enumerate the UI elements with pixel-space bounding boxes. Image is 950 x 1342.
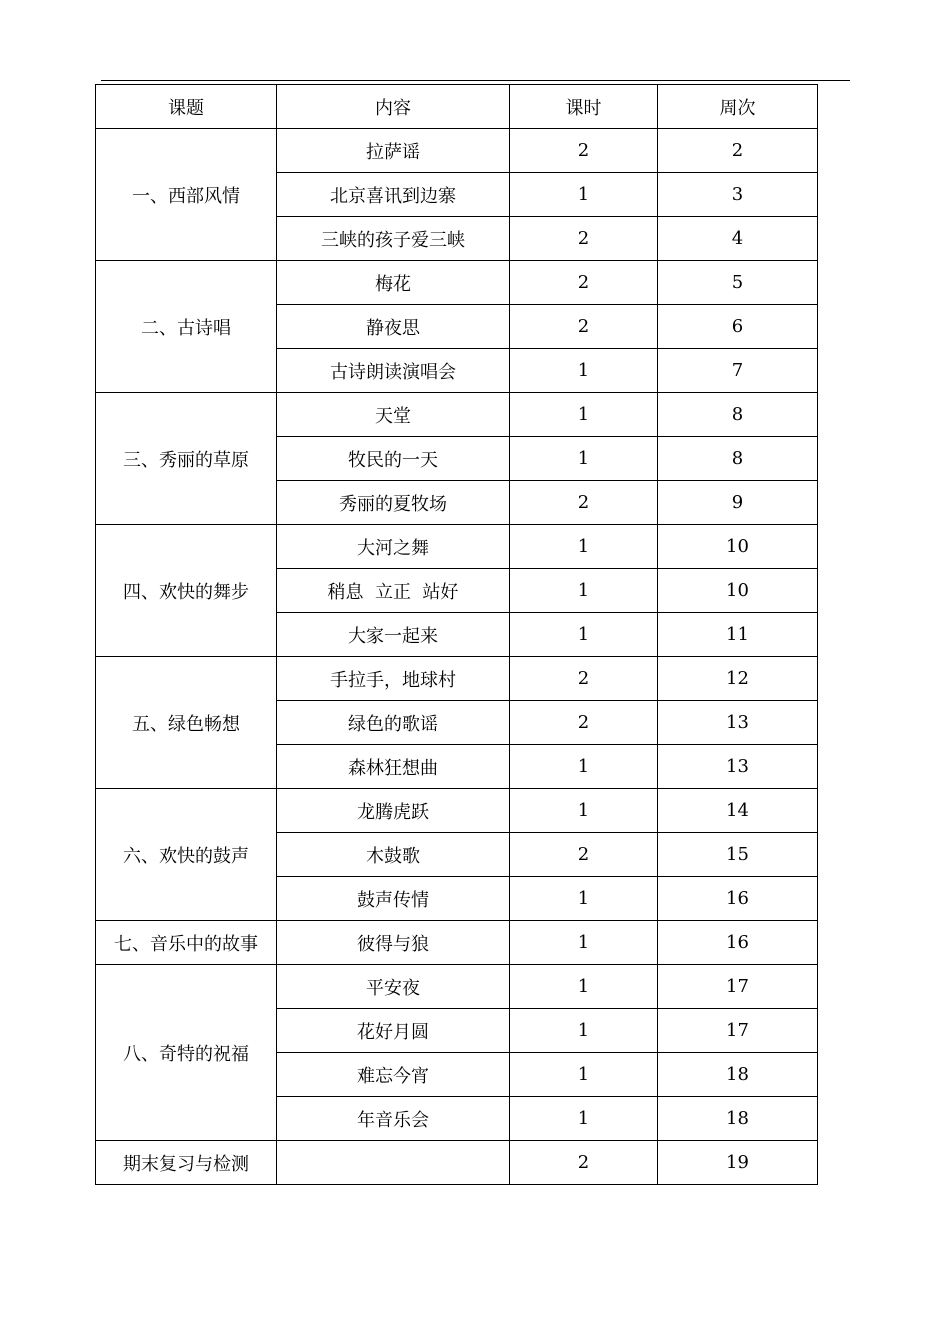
lesson-content: 梅花 xyxy=(277,261,510,305)
table-row xyxy=(96,1141,818,1185)
lesson-week: 9 xyxy=(658,481,818,525)
lesson-week: 8 xyxy=(658,393,818,437)
table-row xyxy=(96,129,818,173)
lesson-content: 年音乐会 xyxy=(277,1097,510,1141)
lesson-week: 10 xyxy=(658,525,818,569)
lesson-week: 13 xyxy=(658,701,818,745)
lesson-content xyxy=(277,1141,510,1185)
lesson-hours: 2 xyxy=(510,657,658,701)
table-row xyxy=(96,657,818,701)
unit-title: 四、欢快的舞步 xyxy=(96,525,277,657)
lesson-week: 14 xyxy=(658,789,818,833)
lesson-hours: 2 xyxy=(510,129,658,173)
lesson-week: 15 xyxy=(658,833,818,877)
lesson-content: 牧民的一天 xyxy=(277,437,510,481)
lesson-week: 12 xyxy=(658,657,818,701)
lesson-content: 龙腾虎跃 xyxy=(277,789,510,833)
lesson-hours: 2 xyxy=(510,481,658,525)
table-row xyxy=(96,789,818,833)
lesson-content: 绿色的歌谣 xyxy=(277,701,510,745)
lesson-week: 17 xyxy=(658,965,818,1009)
unit-title: 五、绿色畅想 xyxy=(96,657,277,789)
lesson-week: 4 xyxy=(658,217,818,261)
lesson-content: 森林狂想曲 xyxy=(277,745,510,789)
lesson-content: 大家一起来 xyxy=(277,613,510,657)
lesson-week: 8 xyxy=(658,437,818,481)
lesson-content: 秀丽的夏牧场 xyxy=(277,481,510,525)
lesson-hours: 2 xyxy=(510,1141,658,1185)
unit-title: 七、音乐中的故事 xyxy=(96,921,277,965)
lesson-week: 2 xyxy=(658,129,818,173)
lesson-hours: 1 xyxy=(510,877,658,921)
lesson-hours: 1 xyxy=(510,613,658,657)
schedule-table xyxy=(95,84,818,1185)
unit-title: 三、秀丽的草原 xyxy=(96,393,277,525)
lesson-content: 大河之舞 xyxy=(277,525,510,569)
lesson-content: 难忘今宵 xyxy=(277,1053,510,1097)
lesson-hours: 2 xyxy=(510,261,658,305)
lesson-hours: 1 xyxy=(510,173,658,217)
lesson-week: 17 xyxy=(658,1009,818,1053)
lesson-hours: 1 xyxy=(510,1097,658,1141)
lesson-week: 16 xyxy=(658,877,818,921)
lesson-content: 静夜思 xyxy=(277,305,510,349)
header-cell-topic: 课题 xyxy=(96,85,277,129)
lesson-hours: 2 xyxy=(510,833,658,877)
lesson-content: 北京喜讯到边寨 xyxy=(277,173,510,217)
table-row xyxy=(96,921,818,965)
lesson-content: 三峡的孩子爱三峡 xyxy=(277,217,510,261)
lesson-hours: 1 xyxy=(510,921,658,965)
header-cell-hours: 课时 xyxy=(510,85,658,129)
lesson-week: 3 xyxy=(658,173,818,217)
lesson-content: 手拉手，地球村 xyxy=(277,657,510,701)
lesson-week: 5 xyxy=(658,261,818,305)
unit-title: 六、欢快的鼓声 xyxy=(96,789,277,921)
header-row xyxy=(96,85,818,129)
lesson-week: 18 xyxy=(658,1097,818,1141)
table-row xyxy=(96,965,818,1009)
lesson-hours: 2 xyxy=(510,701,658,745)
lesson-hours: 1 xyxy=(510,1009,658,1053)
unit-title: 一、西部风情 xyxy=(96,129,277,261)
lesson-hours: 2 xyxy=(510,305,658,349)
lesson-week: 16 xyxy=(658,921,818,965)
header-cell-content: 内容 xyxy=(277,85,510,129)
table-row xyxy=(96,261,818,305)
lesson-content: 花好月圆 xyxy=(277,1009,510,1053)
table-row xyxy=(96,393,818,437)
lesson-hours: 1 xyxy=(510,569,658,613)
lesson-hours: 1 xyxy=(510,437,658,481)
lesson-week: 7 xyxy=(658,349,818,393)
lesson-hours: 1 xyxy=(510,1053,658,1097)
lesson-hours: 1 xyxy=(510,525,658,569)
lesson-week: 18 xyxy=(658,1053,818,1097)
lesson-week: 13 xyxy=(658,745,818,789)
lesson-hours: 1 xyxy=(510,789,658,833)
lesson-content: 彼得与狼 xyxy=(277,921,510,965)
lesson-content: 木鼓歌 xyxy=(277,833,510,877)
lesson-content: 天堂 xyxy=(277,393,510,437)
header-rule xyxy=(101,80,850,81)
lesson-content: 鼓声传情 xyxy=(277,877,510,921)
unit-title: 期末复习与检测 xyxy=(96,1141,277,1185)
lesson-hours: 1 xyxy=(510,745,658,789)
header-cell-week: 周次 xyxy=(658,85,818,129)
lesson-content: 古诗朗读演唱会 xyxy=(277,349,510,393)
lesson-week: 19 xyxy=(658,1141,818,1185)
unit-title: 八、奇特的祝福 xyxy=(96,965,277,1141)
lesson-hours: 1 xyxy=(510,393,658,437)
lesson-content: 稍息 立正 站好 xyxy=(277,569,510,613)
lesson-hours: 1 xyxy=(510,349,658,393)
lesson-week: 6 xyxy=(658,305,818,349)
lesson-week: 10 xyxy=(658,569,818,613)
lesson-hours: 1 xyxy=(510,965,658,1009)
unit-title: 二、古诗唱 xyxy=(96,261,277,393)
lesson-week: 11 xyxy=(658,613,818,657)
lesson-hours: 2 xyxy=(510,217,658,261)
lesson-content: 平安夜 xyxy=(277,965,510,1009)
table-row xyxy=(96,525,818,569)
lesson-content: 拉萨谣 xyxy=(277,129,510,173)
